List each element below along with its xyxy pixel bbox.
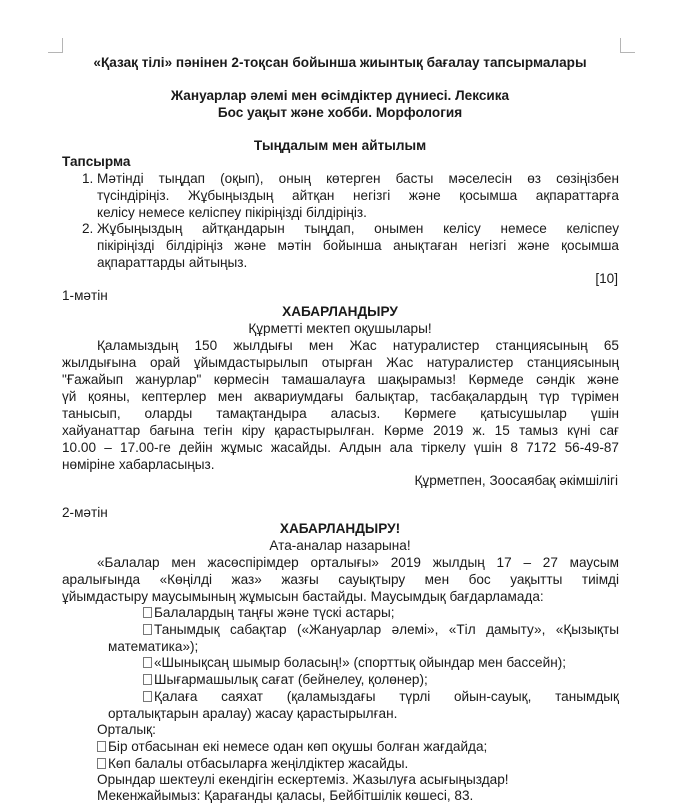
benefit-item-1: Бір отбасынан екі немесе одан көп оқушы болған жағдайда; [97,738,487,755]
score-mark: [10] [595,271,618,286]
task-1-line-1: Мәтінді тыңдап (оқып), оның көтерген басты мәселесін өз сөзіңізбен [97,171,619,186]
text-1-line-4: үй қояны, кептерлер мен аквариумдағы балықтар, тасбақалардың түр түрімен [62,389,619,404]
document-title: «Қазақ тілі» пәнінен 2-тоқсан бойынша жиынтық бағалау тапсырмалары [93,55,587,70]
center-label: Орталық: [97,722,156,737]
text-1-greeting: Құрметті мектеп оқушылары! [248,321,432,336]
benefit-item-2: Көп балалы отбасыларға жеңілдіктер жасайды. [97,755,408,772]
text-1-signature: Құрметпен, Зоосаябақ әкімшілігі [414,473,618,488]
text-2-intro-line-1: «Балалар мен жасөспірімдер орталығы» 2019 жылдың 17 – 27 маусым [97,555,619,570]
text-1-line-6: хайуанаттар бағына тегін кіру қарастырылған. Көрме 2019 ж. 15 тамыз күні сағ [62,423,619,438]
text-2-title: ХАБАРЛАНДЫРУ! [279,521,401,536]
bullet-icon [143,657,152,668]
task-2-line-2: пікіріңізді білдіріңіз және мәтін бойынша анықтаған негізгі және қосымша [97,238,619,253]
task-number-1: 1. [82,171,94,186]
text-1-line-1: Қаламыздың 150 жылдығы мен Жас натуралистер станциясының 65 [97,338,619,353]
document-subtitle-1: Жануарлар әлемі мен өсімдіктер дүниесі. Лексика [170,88,510,103]
program-item-5-continued: орталықтарын аралау) жасау қарастырылған. [108,706,398,721]
bullet-icon [143,624,152,635]
text-1-line-5: танысып, оларды тамақтандыра аласыз. Көрмеге қатысушылар үшін [62,406,619,421]
text-1-line-7: 10.00 – 17.00-ге дейін жұмыс жасайды. Алдын ала тіркелу үшін 8 7172 56-49-87 [62,440,619,455]
crop-mark-top-right [620,38,635,53]
text-2-intro-line-3: ұйымдастыру маусымының жұмысын бастайды. Маусымдық бағдарламада: [62,589,544,604]
text-1-label: 1-мәтін [62,288,108,303]
task-1-line-3: келісу немесе келіспеу пікіріңізді білдіріңіз. [97,205,367,220]
text-2-greeting: Ата-аналар назарына! [269,538,411,553]
bullet-icon [97,758,106,769]
text-1-line-2: жылдығына орай ұйымдастырылып отырған Жас натуралистер станциясының [62,355,619,370]
task-1-line-2: түсіндіріңіз. Жұбыңыздың айтқан негізгі және қосымша ақпараттарға [97,188,619,203]
task-label: Тапсырма [62,154,131,169]
text-2-label: 2-мәтін [62,505,108,520]
crop-mark-top-left [48,38,63,53]
program-item-1: Балалардың таңғы және түскі астары; [143,604,395,621]
bullet-icon [143,691,152,702]
task-number-2: 2. [82,221,94,236]
bullet-icon [97,741,106,752]
notice-text: Орындар шектеулі екендігін ескертеміз. Жазылуға асығыңыздар! [97,772,509,787]
task-2-line-3: ақпараттарды айтыңыз. [97,255,248,270]
program-item-4: Шығармашылық сағат (бейнелеу, қолөнер); [143,671,428,688]
task-2-line-1: Жұбыңыздың айтқандарын тыңдап, онымен келісу немесе келіспеу [97,221,619,236]
document-subtitle-2: Бос уақыт және хобби. Морфология [217,105,463,120]
address-text: Мекенжайымыз: Қарағанды қаласы, Бейбітшілік көшесі, 83. [97,788,474,803]
program-item-2-continued: математика»); [108,639,199,654]
text-1-title: ХАБАРЛАНДЫРУ [282,304,398,319]
bullet-icon [143,674,152,685]
bullet-icon [143,607,152,618]
program-item-5: Қалаға саяхат (қаламыздағы түрлі ойын-сауық, танымдық [143,688,619,705]
text-2-intro-line-2: аралығында «Көңілді жаз» жазғы сауықтыру мен бос уақытты тиімді [62,572,619,587]
text-1-line-8: нөміріне хабарласыңыз. [62,457,215,472]
section-heading: Тыңдалым мен айтылым [253,138,427,153]
text-1-line-3: "Ғажайып жанурлар" көрмесін тамашалауға шақырамыз! Көрмеде сәндік және [62,372,619,387]
program-item-2: Танымдық сабақтар («Жануарлар әлемі», «Тіл дамыту», «Қызықты [143,621,619,638]
program-item-3: «Шынықсаң шымыр боласың!» (спорттық ойындар мен бассейн); [143,654,566,671]
